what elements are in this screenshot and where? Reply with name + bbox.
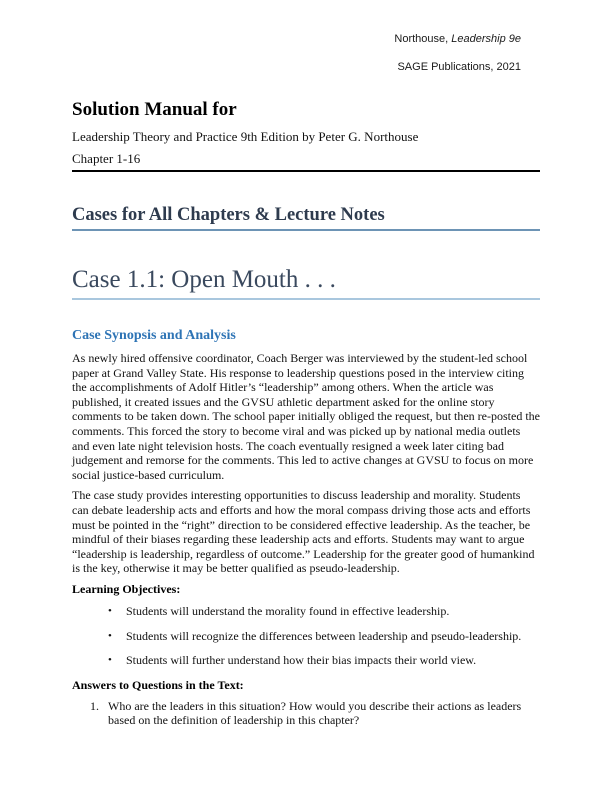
case-title: Case 1.1: Open Mouth . . . <box>72 264 540 300</box>
bullet-icon: • <box>108 629 112 642</box>
list-item-number: 1. <box>90 698 99 713</box>
case-synopsis-paragraph-1: As newly hired offensive coordinator, Coach Berger was interviewed by the student-led school paper at Grand Valley State. His response to leadership questions posed in the interview citing the accomplishments of Adolf Hitler’s “leadership” among others. When the article was published, it created issues and the GVSU athletic department asked for the online story comments to be taken down. The school paper initially obliged the request, but then re-posted the comments. This forced the story to become viral and was picked up by national media outlets and even late night television hosts. The coach eventually resigned a week later citing bad judgement and remorse for the comments. This led to active changes at GVSU to focus on more social justice-based curriculum. <box>72 351 540 482</box>
running-header-book-prefix: Northouse, <box>394 33 452 45</box>
running-header <box>72 32 540 74</box>
list-item <box>72 629 540 644</box>
section-heading: Cases for All Chapters & Lecture Notes <box>72 203 540 231</box>
list-item-text: Students will understand the morality found in effective leadership. <box>126 603 450 618</box>
list-item-text: Students will further understand how their bias impacts their world view. <box>126 653 477 668</box>
answers-list <box>72 699 540 728</box>
answers-heading: Answers to Questions in the Text: <box>72 677 244 692</box>
case-synopsis-paragraph-2: The case study provides interesting opportunities to discuss leadership and morality. Students can debate leadership acts and efforts and how the moral compass driving those acts and efforts must be pointed in the “right” direction to be considered effective leadership. As the teacher, be mindful of their biases regarding these leadership acts and efforts. Students may want to argue “leadership is leadership, regardless of outcome.” Leadership for the greater good of humankind is the key, otherwise it may be better qualified as pseudo-leadership. <box>72 488 535 576</box>
list-item-text: Who are the leaders in this situation? How would you describe their actions as leaders based on the definition of leadership in this chapter? <box>108 698 522 728</box>
bullet-icon: • <box>108 604 112 617</box>
list-item <box>72 604 540 619</box>
learning-objectives-list <box>72 604 540 668</box>
document-subtitle: Leadership Theory and Practice 9th Edition by Peter G. Northouse <box>72 129 419 144</box>
list-item <box>72 653 540 668</box>
bullet-icon: • <box>108 654 112 667</box>
chapter-range: Chapter 1-16 <box>72 151 540 172</box>
running-header-line2: SAGE Publications, 2021 <box>397 61 521 73</box>
running-header-line1 <box>72 32 521 46</box>
learning-objectives-heading: Learning Objectives: <box>72 581 181 596</box>
document-title: Solution Manual for <box>72 99 237 120</box>
running-header-book-title: Leadership 9e <box>451 33 521 45</box>
list-item <box>72 699 540 728</box>
list-item-text: Students will recognize the differences between leadership and pseudo-leadership. <box>126 628 522 643</box>
case-synopsis-heading: Case Synopsis and Analysis <box>72 328 236 343</box>
